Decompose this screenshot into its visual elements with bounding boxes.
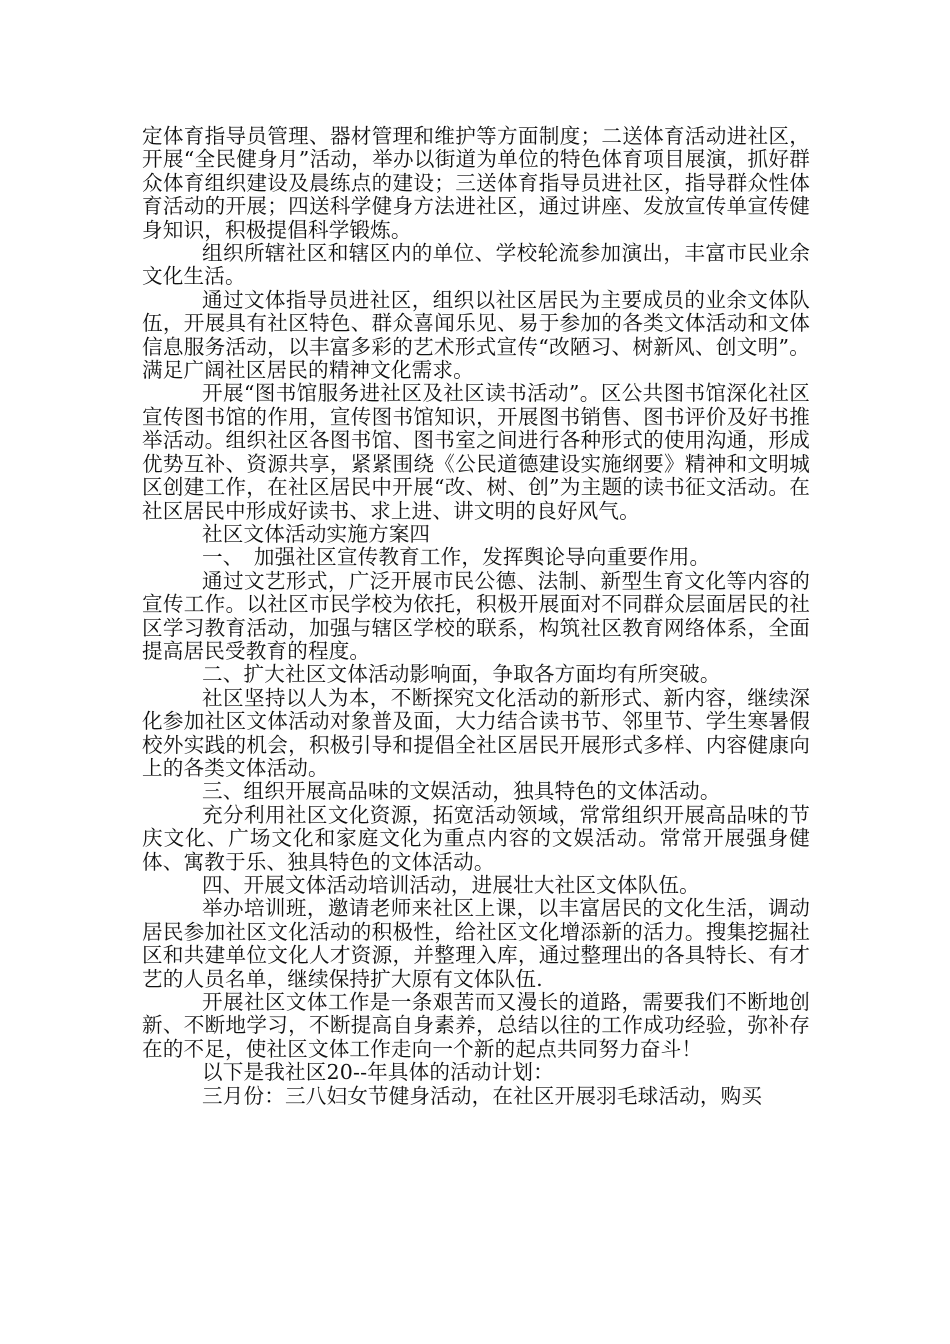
paragraph-2: 组织所辖社区和辖区内的单位、学校轮流参加演出，丰富市民业余文化生活。 — [142, 241, 810, 289]
heading-1: 一、 加强社区宣传教育工作，发挥舆论导向重要作用。 — [202, 545, 711, 570]
paragraph-9: 开展社区文体工作是一条艰苦而又漫长的道路，需要我们不断地创新、不断地学习，不断提高自身素养，总结以往的工作成功经验，弥补存在的不足，使社区文体工作走向一个新的起点共同努力奋斗！ — [142, 990, 810, 1061]
paragraph-6: 社区坚持以人为本，不断探究文化活动的新形式、新内容，继续深化参加社区文体活动对象普及面，大力结合读书节、邻里节、学生寒暑假校外实践的机会，积极引导和提倡全社区居民开展形式多样、内容健康向上的各类文体活动。 — [142, 685, 810, 780]
paragraph-8: 举办培训班，邀请老师来社区上课，以丰富居民的文化生活，调动居民参加社区文化活动的积极性，给社区文化增添新的活力。搜集挖掘社区和共建单位文化人才资源，并整理入库，通过整理出的各具特长、有才艺的人员名单，继续保持扩大原有文体队伍. — [142, 896, 810, 991]
paragraph-7: 充分利用社区文化资源，拓宽活动领域，常常组织开展高品味的节庆文化、广场文化和家庭文化为重点内容的文娱活动。常常开展强身健体、寓教于乐、独具特色的文体活动。 — [142, 802, 810, 874]
heading-2: 二、扩大社区文体活动影响面，争取各方面均有所突破。 — [202, 662, 721, 687]
document-body — [142, 125, 810, 1108]
paragraph-11: 三月份：三八妇女节健身活动，在社区开展羽毛球活动，购买 — [202, 1083, 763, 1108]
paragraph-10: 以下是我社区20--年具体的活动计划： — [202, 1060, 554, 1085]
heading-4: 四、开展文体活动培训活动，进展壮大社区文体队伍。 — [202, 873, 700, 897]
paragraph-3: 通过文体指导员进社区，组织以社区居民为主要成员的业余文体队伍，开展具有社区特色、群众喜闻乐见、易于参加的各类文体活动和文体信息服务活动，以丰富多彩的艺术形式宣传“改陋习、树新风、创文明”。满足广阔社区居民的精神文化需求。 — [142, 287, 810, 383]
section-title: 社区文体活动实施方案四 — [202, 521, 431, 546]
paragraph-4: 开展“图书馆服务进社区及社区读书活动”。区公共图书馆深化社区宣传图书馆的作用，宣传图书馆知识，开展图书销售、图书评价及好书推举活动。组织社区各图书馆、图书室之间进行各种形式的使用沟通，形成优势互补、资源共享，紧紧围绕《公民道德建设实施纲要》精神和文明城区创建工作，在社区居民中开展“改、树、创”为主题的读书征文活动。在社区居民中形成好读书、求上进、讲文明的良好风气。 — [142, 381, 810, 523]
heading-3: 三、组织开展高品味的文娱活动，独具特色的文体活动。 — [202, 779, 721, 804]
paragraph-1: 定体育指导员管理、器材管理和维护等方面制度；二送体育活动进社区，开展“全民健身月”活动，举办以街道为单位的特色体育项目展演，抓好群众体育组织建设及晨练点的建设；三送体育指导员进社区，指导群众性体育活动的开展；四送科学健身方法进社区，通过讲座、发放宣传单宣传健身知识，积极提倡科学锻炼。 — [142, 124, 810, 242]
paragraph-5: 通过文艺形式，广泛开展市民公德、法制、新型生育文化等内容的宣传工作。以社区市民学校为依托，积极开展面对不同群众层面居民的社区学习教育活动，加强与辖区学校的联系，构筑社区教育网络体系，全面提高居民受教育的程度。 — [142, 568, 810, 663]
